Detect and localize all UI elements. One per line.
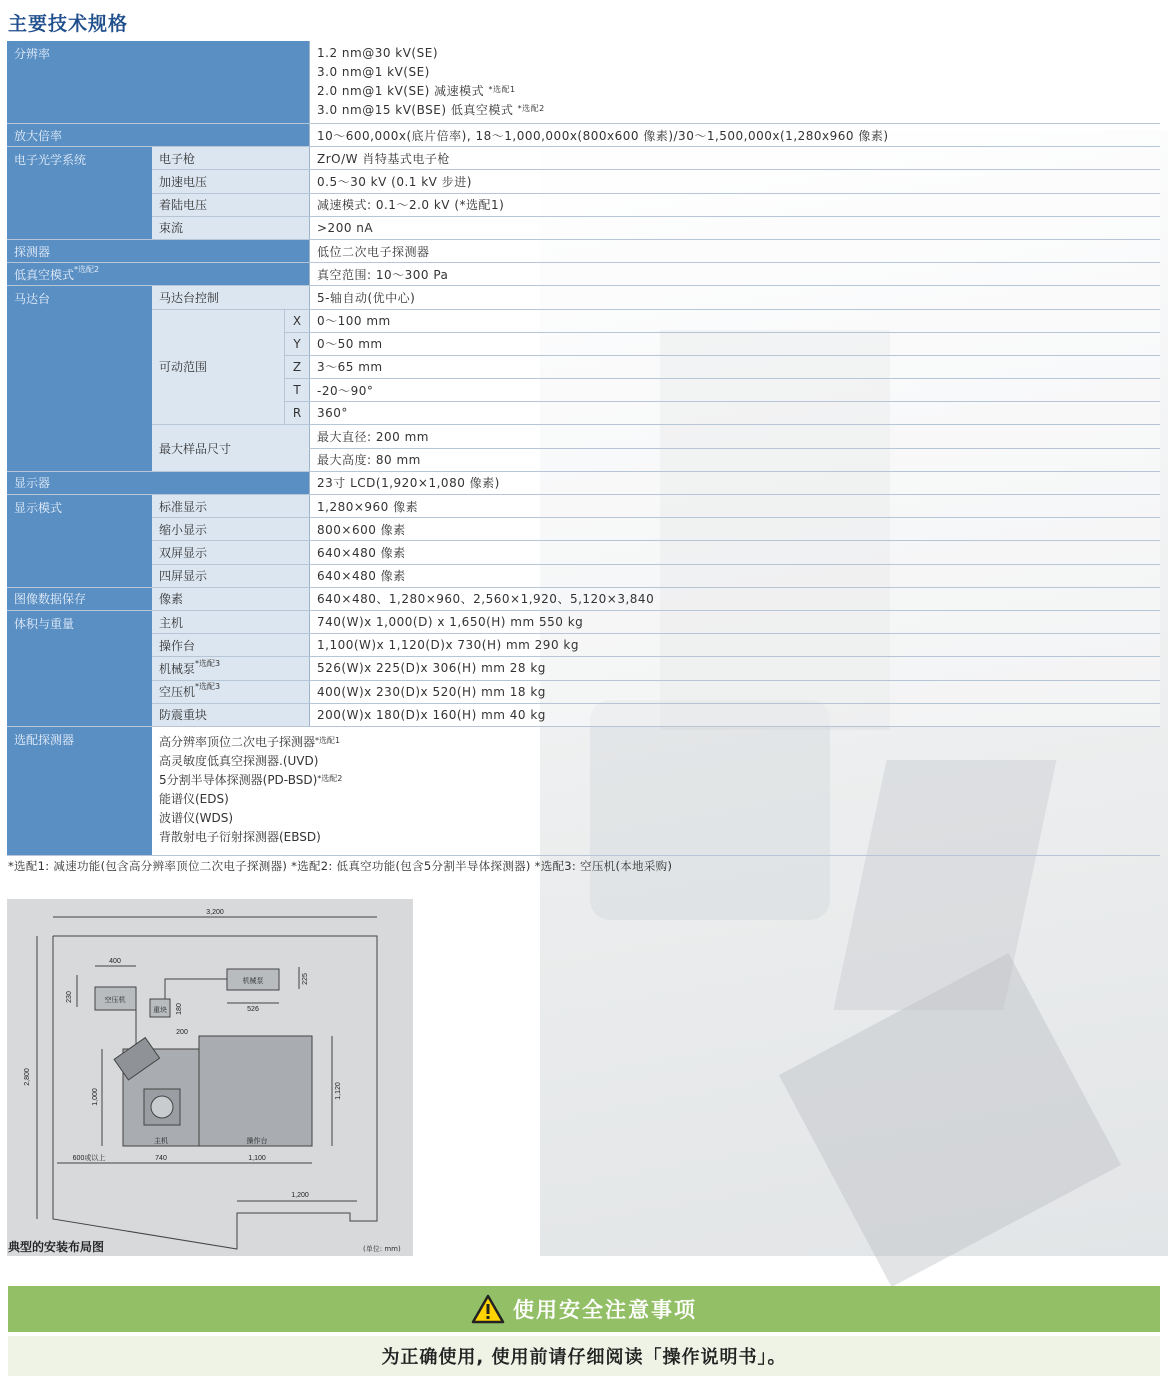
list-item: 波谱仪(WDS): [159, 810, 234, 825]
dim-main-d: 1,000: [92, 1088, 99, 1106]
dim-comp-h: 230: [66, 991, 73, 1003]
safety-notice: 为正确使用, 使用前请仔细阅读「操作说明书」。: [8, 1336, 1160, 1376]
value-dmode-3: 640×480 像素: [310, 564, 1161, 587]
label-optics: 电子光学系统: [7, 147, 152, 240]
dim-block-w: 200: [176, 1029, 188, 1036]
label-magnification: 放大倍率: [7, 124, 310, 147]
value-max-height: 最大高度: 80 mm: [310, 448, 1161, 471]
label-display-mode: 显示模式: [7, 495, 152, 588]
label-dimensions: 体积与重量: [7, 610, 152, 726]
label-stage: 马达台: [7, 286, 152, 472]
value-dim-1: 1,100(W)x 1,120(D)x 730(H) mm 290 kg: [310, 634, 1161, 657]
dim-main-w: 740: [155, 1155, 167, 1162]
value-resolution: 1.2 nm@30 kV(SE) 3.0 nm@1 kV(SE) 2.0 nm@1 kV(SE) 减速模式 $^{*选配1}$ 3.0 nm@15 kV(BSE) 低真空模式 $^{*选配2}$: [310, 41, 1161, 124]
axis-t: T: [285, 379, 310, 402]
label-detector: 探测器: [7, 239, 310, 262]
list-item: 高分辨率顶位二次电子探测器$^{*选配1}$: [159, 734, 341, 749]
label-dim-3: 空压机$^{*选配3}$: [152, 680, 310, 703]
axis-x: X: [285, 309, 310, 332]
dim-door: 1,200: [291, 1192, 309, 1199]
row-magnification: [7, 124, 1160, 147]
list-item: 背散射电子衍射探测器(EBSD): [159, 829, 321, 844]
label-comp: 空压机: [104, 997, 126, 1004]
label-beam: 束流: [152, 216, 310, 239]
dim-left: 600或以上: [72, 1155, 106, 1162]
label-acc: 加速电压: [152, 170, 310, 193]
label-range: 可动范围: [152, 309, 285, 425]
label-block: 重块: [153, 1007, 167, 1014]
value-dmode-1: 800×600 像素: [310, 518, 1161, 541]
label-dmode-3: 四屏显示: [152, 564, 310, 587]
value-landing: 减速模式: 0.1～2.0 kV (*选配1): [310, 193, 1161, 216]
label-stage-control: 马达台控制: [152, 286, 310, 309]
value-dim-4: 200(W)x 180(D)x 160(H) mm 40 kg: [310, 703, 1161, 726]
dim-block-h: 180: [176, 1003, 183, 1015]
label-dim-2: 机械泵$^{*选配3}$: [152, 657, 310, 680]
row-resolution: [7, 41, 1160, 124]
dim-comp: 400: [109, 958, 121, 965]
safety-banner: [8, 1286, 1160, 1332]
value-gun: ZrO/W 肖特基式电子枪: [310, 147, 1161, 170]
label-resolution: 分辨率: [7, 41, 152, 124]
list-item: 能谱仪(EDS): [159, 791, 229, 806]
dim-height: 2,800: [24, 1068, 31, 1086]
safety-banner-title: 使用安全注意事项: [513, 1298, 697, 1322]
value-acc: 0.5～30 kV (0.1 kV 步进): [310, 170, 1161, 193]
label-lowvac: 低真空模式$^{*选配2}$: [7, 263, 310, 286]
dim-pump-h: 225: [302, 973, 309, 985]
layout-caption: 典型的安装布局图: [8, 1240, 105, 1254]
label-dim-0: 主机: [152, 610, 310, 633]
value-image-save: 640×480、1,280×960、2,560×1,920、5,120×3,840: [310, 587, 1161, 610]
dim-width: 3,200: [206, 909, 224, 916]
footnote: *选配1: 减速功能(包含高分辨率顶位二次电子探测器) *选配2: 低真空功能(包含5分割半导体探测器) *选配3: 空压机(本地采购): [8, 859, 673, 873]
value-axis-r: 360°: [310, 402, 1161, 425]
list-item: 5分割半导体探测器$(PD-BSD)^{*选配2}$: [159, 772, 343, 787]
label-pump: 机械泵: [242, 978, 264, 985]
value-axis-t: -20～90°: [310, 379, 1161, 402]
value-dmode-2: 640×480 像素: [310, 541, 1161, 564]
label-image-save: 图像数据保存: [7, 587, 152, 610]
label-dim-4: 防震重块: [152, 703, 310, 726]
label-dmode-1: 缩小显示: [152, 518, 310, 541]
dim-pump: 526: [247, 1006, 259, 1013]
value-stage-control: 5-轴自动(优中心): [310, 286, 1161, 309]
value-dmode-0: 1,280×960 像素: [310, 495, 1161, 518]
page-title: 主要技术规格: [8, 13, 129, 35]
installation-layout-diagram: [7, 899, 413, 1256]
value-axis-x: 0～100 mm: [310, 309, 1161, 332]
value-display: 23寸 LCD(1,920×1,080 像素): [310, 471, 1161, 494]
value-dim-3: 400(W)x 230(D)x 520(H) mm 18 kg: [310, 680, 1161, 703]
axis-z: Z: [285, 355, 310, 378]
label-display: 显示器: [7, 471, 310, 494]
value-beam: >200 nA: [310, 216, 1161, 239]
value-axis-z: 3～65 mm: [310, 355, 1161, 378]
label-optional-detectors: 选配探测器: [7, 726, 152, 855]
label-main: 主机: [154, 1138, 168, 1145]
value-detector: 低位二次电子探测器: [310, 239, 1161, 262]
label-pixel: 像素: [152, 587, 310, 610]
spec-table: [7, 41, 1160, 856]
label-max-size: 最大样品尺寸: [152, 425, 310, 471]
value-lowvac: 真空范围: 10～300 Pa: [310, 263, 1161, 286]
warning-icon: [471, 1294, 505, 1324]
dim-console-d: 1,120: [335, 1082, 342, 1100]
axis-r: R: [285, 402, 310, 425]
label-dmode-2: 双屏显示: [152, 541, 310, 564]
layout-unit: (单位: mm): [363, 1245, 401, 1253]
axis-y: Y: [285, 332, 310, 355]
value-axis-y: 0～50 mm: [310, 332, 1161, 355]
list-item: 高灵敏度低真空探测器.(UVD): [159, 753, 319, 768]
value-dim-0: 740(W)x 1,000(D) x 1,650(H) mm 550 kg: [310, 610, 1161, 633]
value-dim-2: 526(W)x 225(D)x 306(H) mm 28 kg: [310, 657, 1161, 680]
dim-console-w: 1,100: [248, 1155, 266, 1162]
label-gun: 电子枪: [152, 147, 310, 170]
label-dmode-0: 标准显示: [152, 495, 310, 518]
optional-detector-list: [152, 726, 1160, 855]
value-magnification: 10～600,000x(底片倍率), 18～1,000,000x(800x600 像素)/30～1,500,000x(1,280x960 像素): [310, 124, 1161, 147]
label-dim-1: 操作台: [152, 634, 310, 657]
value-max-diameter: 最大直径: 200 mm: [310, 425, 1161, 448]
label-landing: 着陆电压: [152, 193, 310, 216]
label-console: 操作台: [246, 1138, 268, 1145]
